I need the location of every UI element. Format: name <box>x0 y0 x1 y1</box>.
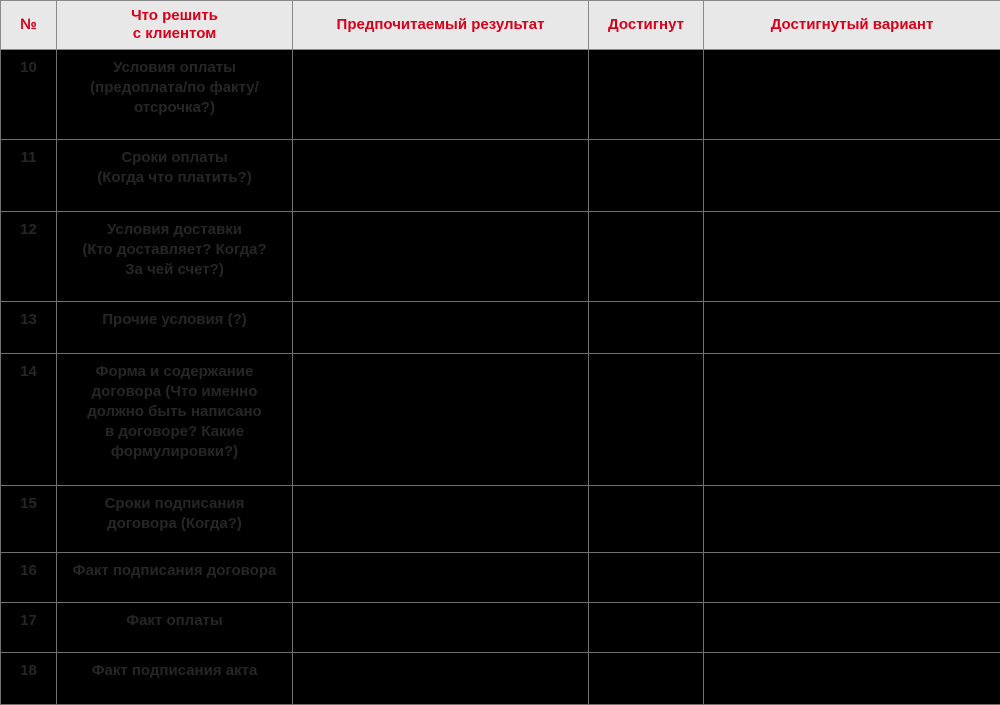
row-number: 12 <box>1 212 57 302</box>
row-number: 14 <box>1 354 57 486</box>
table-row <box>1 140 1000 212</box>
table-row <box>1 553 1000 603</box>
row-achieved[interactable] <box>589 50 704 140</box>
row-number: 18 <box>1 653 57 705</box>
header-number: № <box>1 1 57 50</box>
row-achieved-variant[interactable] <box>704 553 1000 603</box>
table-row <box>1 653 1000 705</box>
row-achieved[interactable] <box>589 212 704 302</box>
row-achieved-variant[interactable] <box>704 50 1000 140</box>
row-preferred-result[interactable] <box>293 212 589 302</box>
header-achieved-variant: Достигнутый вариант <box>704 1 1000 50</box>
row-task: Сроки подписания договора (Когда?) <box>57 486 293 553</box>
table-row <box>1 302 1000 354</box>
row-task: Форма и содержание договора (Что именно должно быть написано в договоре? Какие формулировки?) <box>57 354 293 486</box>
row-number: 15 <box>1 486 57 553</box>
row-preferred-result[interactable] <box>293 603 589 653</box>
row-task: Условия доставки (Кто доставляет? Когда? За чей счет?) <box>57 212 293 302</box>
row-task: Условия оплаты (предоплата/по факту/ отсрочка?) <box>57 50 293 140</box>
table-row <box>1 603 1000 653</box>
row-preferred-result[interactable] <box>293 140 589 212</box>
row-preferred-result[interactable] <box>293 354 589 486</box>
row-number: 11 <box>1 140 57 212</box>
table-row <box>1 212 1000 302</box>
row-achieved[interactable] <box>589 486 704 553</box>
row-preferred-result[interactable] <box>293 653 589 705</box>
row-achieved-variant[interactable] <box>704 354 1000 486</box>
row-task: Факт подписания договора <box>57 553 293 603</box>
row-achieved[interactable] <box>589 302 704 354</box>
row-achieved[interactable] <box>589 354 704 486</box>
row-achieved[interactable] <box>589 553 704 603</box>
row-achieved-variant[interactable] <box>704 653 1000 705</box>
row-number: 16 <box>1 553 57 603</box>
header-achieved: Достигнут <box>589 1 704 50</box>
header-task: Что решить с клиентом <box>57 1 293 50</box>
row-preferred-result[interactable] <box>293 50 589 140</box>
row-achieved-variant[interactable] <box>704 212 1000 302</box>
row-preferred-result[interactable] <box>293 553 589 603</box>
row-task: Факт подписания акта <box>57 653 293 705</box>
table-row <box>1 354 1000 486</box>
row-number: 17 <box>1 603 57 653</box>
row-achieved[interactable] <box>589 603 704 653</box>
row-number: 10 <box>1 50 57 140</box>
row-task: Сроки оплаты (Когда что платить?) <box>57 140 293 212</box>
header-row <box>1 1 1000 50</box>
row-achieved-variant[interactable] <box>704 486 1000 553</box>
row-task: Факт оплаты <box>57 603 293 653</box>
row-preferred-result[interactable] <box>293 302 589 354</box>
row-achieved-variant[interactable] <box>704 140 1000 212</box>
table-row <box>1 50 1000 140</box>
row-achieved[interactable] <box>589 140 704 212</box>
table-row <box>1 486 1000 553</box>
row-preferred-result[interactable] <box>293 486 589 553</box>
row-achieved[interactable] <box>589 653 704 705</box>
row-task: Прочие условия (?) <box>57 302 293 354</box>
row-achieved-variant[interactable] <box>704 302 1000 354</box>
header-preferred-result: Предпочитаемый результат <box>293 1 589 50</box>
row-achieved-variant[interactable] <box>704 603 1000 653</box>
row-number: 13 <box>1 302 57 354</box>
